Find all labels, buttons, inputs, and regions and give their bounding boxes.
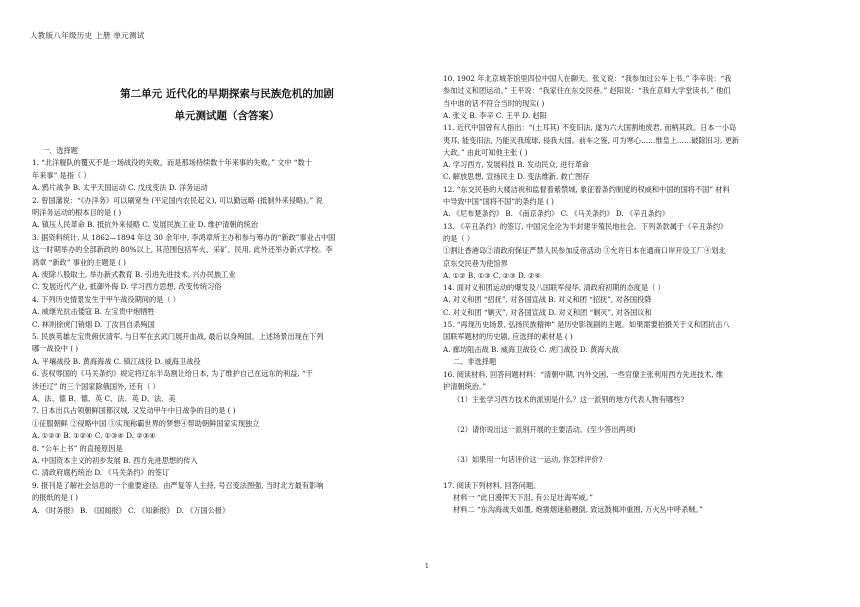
left-line-21: 7. 日本出兵占领朝鲜国都汉城, 又发动甲午中日战争的目的是 ( ) <box>32 406 236 416</box>
right-line-20: 15. “再现历史场景, 弘扬民族精神” 是历史影视剧的主题。如果需要拍摄关于义和团抗击八 <box>443 320 730 329</box>
right-line-4: 11. 近代中国曾有人指出：“(土耳其) 不变旧法, 遂为六大国割地废君, 而柄其政。日本一小岛 <box>443 123 737 133</box>
left-line-23: A. ①②③ B. ①②④ C. ①③④ D. ②③④ <box>32 431 156 441</box>
left-line-0: 一、选择题 <box>42 146 78 155</box>
right-line-27: （2）请你说出这一派别开展的主要活动。(至少答出两项) <box>453 424 636 434</box>
left-line-15: 5. 民族英雄左宝贵俯伏清军, 与日军在玄武门展开血战, 最后以身殉国。上述场景出现在下列 <box>32 332 324 341</box>
right-line-9: 12. “东交民巷的大楼洁祝和监督着紫禁城, 象征着条约制度的权威和中国的国将不国” 材料 <box>443 184 730 194</box>
right-line-1: 参加过义和团运动。” 王平说：“我家住在东交民巷。” 赵阳说：“我在京师大学堂读书。” 他们 <box>443 86 731 96</box>
left-line-19: 涉还辽” 的三个国家除俄国外, 还有（ ） <box>32 381 160 391</box>
right-line-29: 17. 阅读下列材料, 回答问题。 <box>443 480 541 490</box>
left-line-2: 年来事” 是指（ ） <box>32 170 91 180</box>
left-line-25: A. 中国资本主义的初步发展 B. 西方先进思想的传入 <box>32 456 198 465</box>
right-line-17: 14. 面对义和团运动的爆发及八国联军侵华, 清政府初期的态度是（ ） <box>443 283 665 293</box>
right-line-2: 当中谁的话不符合当时的现实( ) <box>443 98 545 108</box>
unit-title: 第二单元 近代化的早期探索与民族危机的加剧 <box>120 88 334 100</box>
left-line-8: 这一时期举办的全部新政的 80%以上, 其范围包括军火、采矿、民用, 此外还举办新式学校。李 <box>32 245 333 255</box>
left-line-27: 9. 报刊是了解社会信息的一个重要途径。由严复等人主持, 号召变法图强, 当时北方最有影响 <box>32 480 324 490</box>
left-line-5: 明洋务运动的根本目的是 ( ) <box>32 208 122 217</box>
right-line-23: 二、非选择题 <box>453 356 497 366</box>
right-line-19: C. 对义和团 “剿灭”, 对各国宣战 D. 对义和团 “剿灭”, 对各国议和 <box>443 307 652 317</box>
right-line-25: 护清朝统治。” <box>443 382 487 392</box>
right-line-5: 夷耳, 能变旧法, 乃能灭我琉球, 侵我大国。前车之鉴, 可为寒心……惟皇上……破除旧习, 更新 <box>443 135 739 145</box>
left-line-10: A. 废除八股取士, 举办新式教育 B. 引进先进技术, 兴办民族工业 <box>32 270 236 279</box>
right-line-6: 大政。” 由此可知他主张 ( ) <box>443 147 528 157</box>
left-line-6: A. 镇压人民革命 B. 抵抗外来侵略 C. 发展民族工业 D. 维护清朝的统治 <box>32 220 259 230</box>
right-line-0: 10. 1902 年北京城茶馆里四位中国人在聊天。张义说：“我参加过公车上书。” 李辛说：“我 <box>443 74 732 83</box>
right-line-26: （1）主张学习西方技术的派别是什么？这一派别的地方代表人物有哪些? <box>453 394 685 404</box>
left-line-20: A、法、德 B、德、英 C、法、英 D、法、美 <box>32 394 176 403</box>
right-line-11: A. 《尼布楚条约》 B. 《南京条约》 C. 《马关条约》 D. 《辛丑条约》 <box>443 209 670 219</box>
page-number: 1 <box>425 563 429 570</box>
left-line-28: 的报纸的是 ( ) <box>32 493 79 503</box>
left-line-4: 2. 曾国藩说：“《办洋务》可以刷宽叁 (平定国内农民起义), 可以勤远略 (抵制外来侵略)。” 说 <box>32 195 323 205</box>
right-line-15: 京东交民巷为使馆界 <box>443 258 508 268</box>
left-line-3: A. 鸦片战争 B. 太平天国运动 C. 戊戌变法 D. 洋务运动 <box>32 183 208 193</box>
left-line-13: A. 威继光抗击倭寇 B. 左宝贵中炮牺牲 <box>32 307 155 317</box>
right-line-3: A. 张义 B. 李辛 C. 王平 D. 赵阳 <box>443 110 547 120</box>
right-line-7: A. 学习西方, 发展科技 B. 发动民众, 进行革命 <box>443 160 590 170</box>
right-line-21: 国联军题材的历史剧, 应选择的素材是 ( ) <box>443 332 573 342</box>
left-line-11: C. 发展近代产业, 抵御外侮 D. 学习西方思想, 改变传统习俗 <box>32 282 222 292</box>
left-line-7: 3. 据资料统计, 从 1862—1894 年这 30 余年中, 李鸿章所主办和参与筹办的“新政”事业占中国 <box>32 232 336 242</box>
right-line-8: C. 解放思想, 宣扬民主 D. 变法维新, 救亡图存 <box>443 172 590 182</box>
left-line-26: C. 清政府腐朽统治 D. 《马关条约》的签订 <box>32 468 170 478</box>
right-line-30: 材料一 “此日漫挥天下泪, 有公足壮海军威。” <box>453 492 593 502</box>
left-line-18: 6. 丧权辱国的《马关条约》规定将辽东半岛割让给日本, 为了维护自己在远东的利益, “干 <box>32 369 313 379</box>
right-line-13: 的是（ ） <box>443 233 475 243</box>
right-line-10: 中导致中国“国将不国”的条约是 ( ) <box>443 197 554 206</box>
left-line-17: A. 平壤战役 B. 黄海海战 C. 镇江战役 D. 威海卫战役 <box>32 356 201 366</box>
left-line-29: A. 《时务报》 B. 《国闻报》 C. 《知新报》 D. 《万国公报》 <box>32 505 230 515</box>
right-line-12: 13. 《辛丑条约》的签订, 中国完全沦为半封建半殖民地社会。下列条款属于《辛丑条约》 <box>443 221 728 231</box>
right-line-18: A. 对义和团 “招抚”, 对各国宣战 B. 对义和团 “招抚”, 对各国投降 <box>443 295 652 305</box>
right-line-24: 16. 阅读材料, 回答问题材料：“清朝中期, 内外交困, 一些官僚主张利用西方先进技术, 维 <box>443 369 724 379</box>
left-line-1: 1. “北洋舰队的覆灭不是一场战役的失败，而是那场持续数十年来事的失败。” 文中 “数十 <box>32 158 312 168</box>
right-line-14: ①割让香港岛②清政府保证严禁人民参加反帝活动 ③允许日本在通商口岸开设工厂④划北 <box>443 246 726 256</box>
test-subtitle: 单元测试题（含答案） <box>174 110 280 122</box>
left-line-14: C. 林则徐虎门销烟 D. 丁汝昌自杀殉国 <box>32 319 155 329</box>
left-line-24: 8. “公车上书” 的直接原因是 <box>32 443 123 453</box>
right-line-28: （3）如果用一句话评价这一运动, 你怎样评价? <box>453 454 603 464</box>
right-line-31: 材料二 “东沟海战天如墨, 炮震烟迷船艘倒, 致远鼓楫冲重围, 万火丛中呼杀贼。” <box>453 505 703 515</box>
left-line-16: 哪一战役中 ( ) <box>32 344 79 354</box>
right-line-22: A. 廊坊阻击战 B. 威海卫战役 C. 虎门战役 D. 黄海大战 <box>443 344 619 354</box>
left-line-9: 鸿章 “新政” 事业的主题是 ( ) <box>32 257 126 267</box>
running-header: 人教版八年级历史 上册 单元测试 <box>30 31 145 40</box>
left-line-22: ①征服朝鲜 ②侵略中国 ③实现称霸世界的梦想④帮助朝鲜国家实现独立 <box>32 418 260 428</box>
left-line-12: 4. 下列历史情景发生于甲午战役期间的是（ ） <box>32 294 180 304</box>
right-line-16: A. ①② B. ①③ C. ②③ D. ②④ <box>443 270 541 280</box>
